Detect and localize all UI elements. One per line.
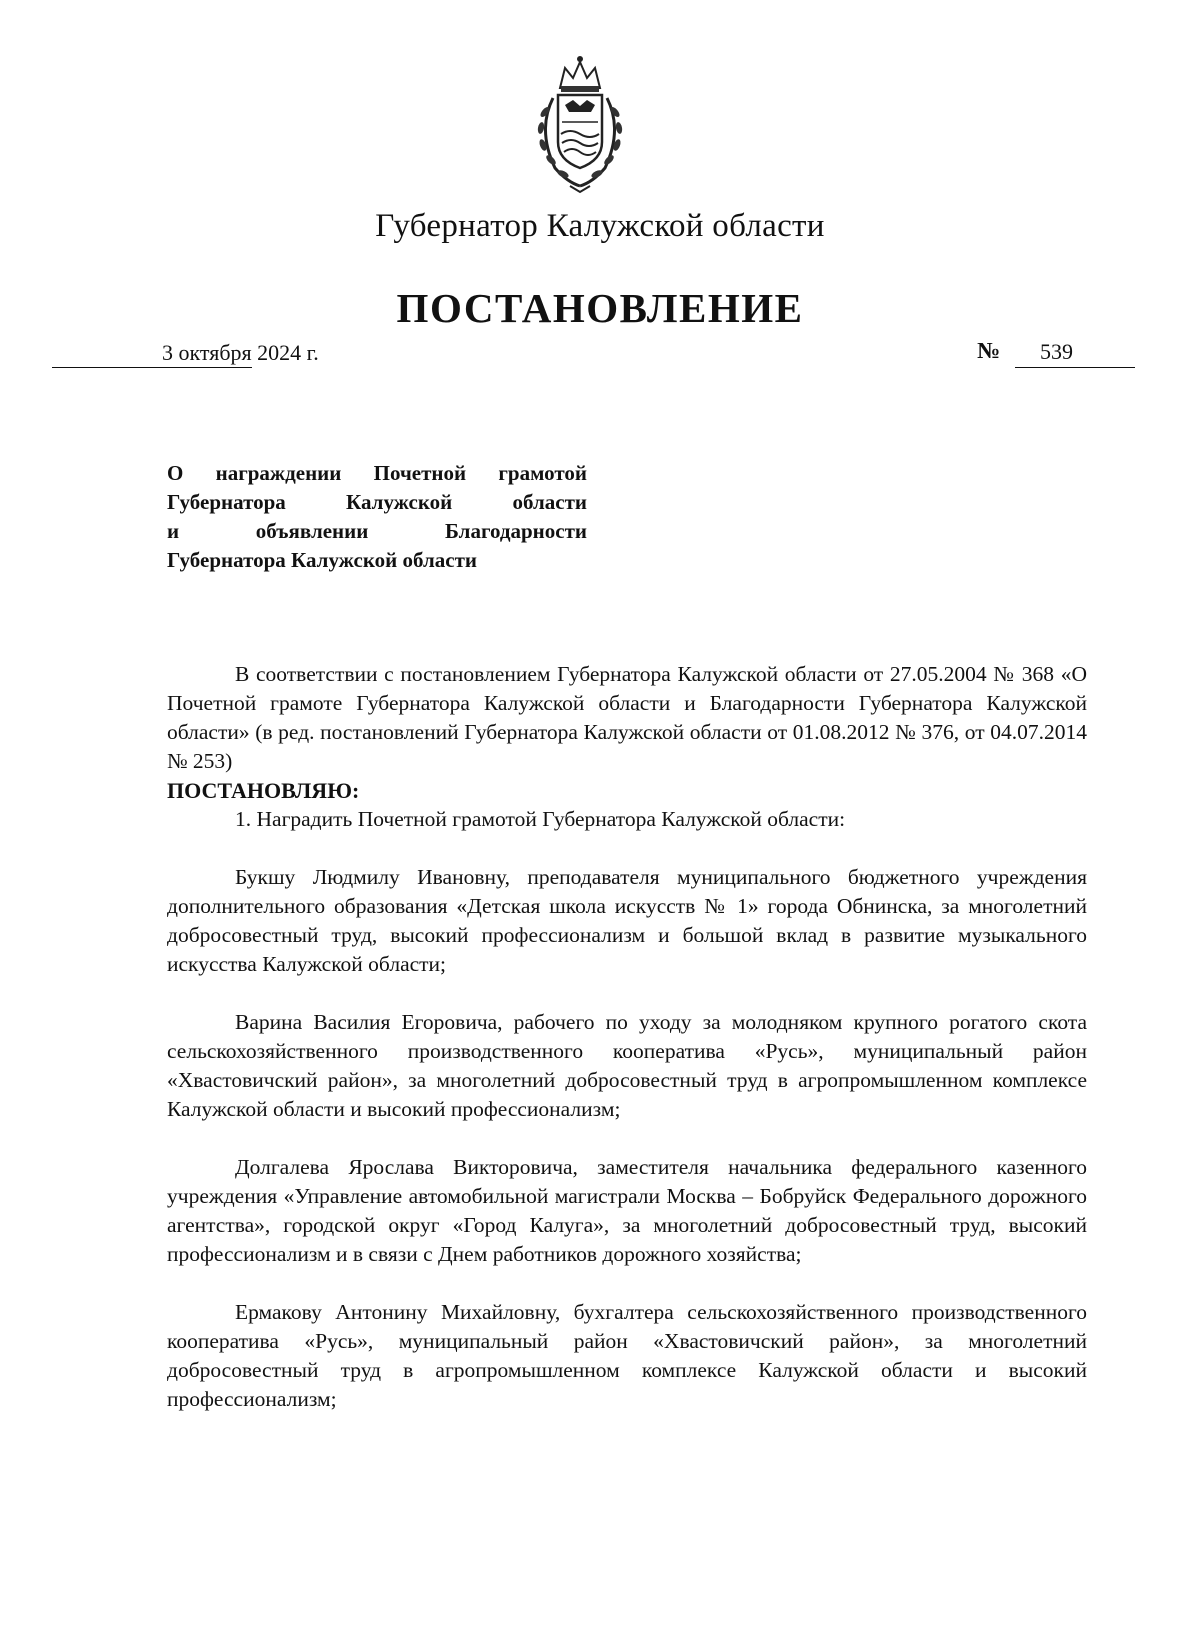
- document-body: [167, 660, 1087, 1414]
- awardee-paragraph: Букшу Людмилу Ивановну, преподавателя муниципального бюджетного учреждения дополнительного образования «Детская школа искусств № 1» города Обнинска, за многолетний добросовестный труд, высокий профессионализм и большой вклад в развитие музыкального искусства Калужской области;: [167, 865, 1087, 976]
- document-type-title: ПОСТАНОВЛЕНИЕ: [396, 285, 804, 331]
- date-underline: [52, 367, 252, 368]
- document-subject: [167, 459, 587, 575]
- awardee-paragraph: Варина Василия Егоровича, рабочего по уходу за молодняком крупного рогатого скота сельскохозяйственного производственного кооператива «Русь», муниципальный район «Хвастовичский район», за многолетний добросовестный труд в агропромышленном комплексе Калужской области и высокий профессионализм;: [167, 1010, 1087, 1121]
- awardee-paragraph: Долгалева Ярослава Викторовича, заместителя начальника федерального казенного учреждения «Управление автомобильной магистрали Москва – Бобруйск Федерального дорожного агентства», городской округ «Город Калуга», за многолетний добросовестный труд, высокий профессионализм и в связи с Днем работников дорожного хозяйства;: [167, 1155, 1087, 1266]
- kaluga-coat-of-arms-icon: [525, 50, 635, 195]
- item-1-heading: 1. Наградить Почетной грамотой Губернатора Калужской области:: [235, 807, 846, 831]
- issuer-title: Губернатор Калужской области: [375, 208, 825, 244]
- document-date: 3 октября 2024 г.: [162, 340, 319, 365]
- subject-line: и объявлении Благодарности: [167, 519, 587, 543]
- preamble-paragraph: В соответствии с постановлением Губернатора Калужской области от 27.05.2004 № 368 «О Почетной грамоте Губернатора Калужской области и Благодарности Губернатора Калужской области» (в ред. постановлений Губернатора Калужской области от 01.08.2012 № 376, от 04.07.2014 № 253): [167, 662, 1087, 773]
- decree-word: ПОСТАНОВЛЯЮ:: [167, 778, 360, 803]
- subject-line: О награждении Почетной грамотой: [167, 461, 587, 485]
- document-number: 539: [1040, 339, 1073, 364]
- subject-line: Губернатора Калужской области: [167, 548, 478, 572]
- subject-line: Губернатора Калужской области: [167, 490, 587, 514]
- number-sign: №: [977, 338, 1001, 363]
- number-underline: [1015, 367, 1135, 368]
- awardee-paragraph: Ермакову Антонину Михайловну, бухгалтера сельскохозяйственного производственного кооператива «Русь», муниципальный район «Хвастовичский район», за многолетний добросовестный труд в агропромышленном комплексе Калужской области и высокий профессионализм;: [167, 1300, 1087, 1411]
